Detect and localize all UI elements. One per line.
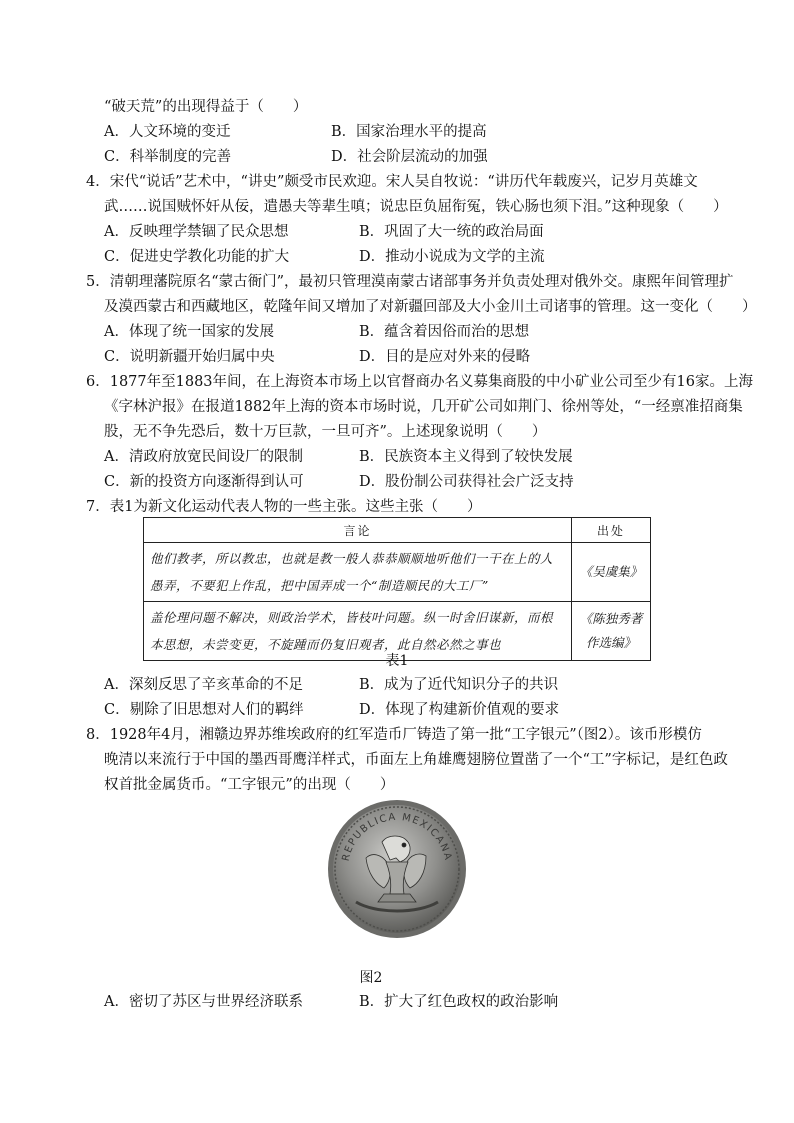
q4-option-d[interactable]: D．推动小说成为文学的主流 xyxy=(359,249,545,265)
table-caption: 表1 xyxy=(385,653,409,669)
q5-stem-line1: 5．清朝理藩院原名“蒙古衙门”，最初只管理漠南蒙古诸部事务并负责处理对俄外交。康熙年间管理扩 xyxy=(86,274,734,290)
q6-stem-line1: 6．1877年至1883年间，在上海资本市场上以官督商办名义募集商股的中小矿业公司至少有16家。上海 xyxy=(86,374,753,390)
coin-image xyxy=(326,798,468,940)
q7-option-c[interactable]: C．剔除了旧思想对人们的羁绊 xyxy=(104,702,304,718)
table-cell-quote: 盖伦理问题不解决，则政治学术，皆枝叶问题。纵一时舍旧谋新，而根本思想，未尝变更，不旋踵而仍复旧观者，此自然必然之事也 xyxy=(144,602,572,661)
q5-option-c[interactable]: C．说明新疆开始归属中央 xyxy=(104,349,275,365)
q6-stem-line2: 《字林沪报》在报道1882年上海的资本市场时说，几开矿公司如荆门、徐州等处，“一经禀准招商集 xyxy=(104,399,743,415)
table-header-quote: 言论 xyxy=(144,518,572,543)
q6-stem-line3: 股，无不争先恐后，数十万巨款，一旦可齐”。上述现象说明（ ） xyxy=(104,424,547,440)
q8-stem-line1: 8．1928年4月，湘赣边界苏维埃政府的红军造币厂铸造了第一批“工字银元”（图2）。该币形模仿 xyxy=(86,727,702,743)
table-header-row xyxy=(144,518,651,543)
q6-option-c[interactable]: C．新的投资方向逐渐得到认可 xyxy=(104,474,304,490)
q8-stem-line2: 晚清以来流行于中国的墨西哥鹰洋样式，币面左上角雄鹰翅膀位置凿了一个“工”字标记，是红色政 xyxy=(104,752,728,768)
q3-option-c[interactable]: C．科举制度的完善 xyxy=(104,149,232,165)
q5-stem-line2: 及漠西蒙古和西藏地区，乾隆年间又增加了对新疆回部及大小金川土司诸事的管理。这一变化（ ） xyxy=(104,299,757,315)
q7-option-a[interactable]: A．深刻反思了辛亥革命的不足 xyxy=(104,677,303,693)
q5-option-d[interactable]: D．目的是应对外来的侵略 xyxy=(359,349,531,365)
q3-option-a[interactable]: A．人文环境的变迁 xyxy=(104,124,231,140)
q6-option-d[interactable]: D．股份制公司获得社会广泛支持 xyxy=(359,474,574,490)
q4-option-b[interactable]: B．巩固了大一统的政治局面 xyxy=(359,224,544,240)
q8-option-a[interactable]: A．密切了苏区与世界经济联系 xyxy=(104,994,303,1010)
q3-option-d[interactable]: D．社会阶层流动的加强 xyxy=(331,149,488,165)
q6-option-b[interactable]: B．民族资本主义得到了较快发展 xyxy=(359,449,573,465)
q7-option-b[interactable]: B．成为了近代知识分子的共识 xyxy=(359,677,559,693)
table-header-source: 出处 xyxy=(572,518,651,543)
q8-option-b[interactable]: B．扩大了红色政权的政治影响 xyxy=(359,994,559,1010)
q8-stem-line3: 权首批金属货币。“工字银元”的出现（ ） xyxy=(104,777,395,793)
table-1 xyxy=(143,517,651,661)
q4-stem-line2: 武……说国贼怀奸从佞，遣愚夫等辈生嗔；说忠臣负屈衔冤，铁心肠也须下泪。”这种现象（ ） xyxy=(104,199,728,215)
q3-stem: “破天荒”的出现得益于（ ） xyxy=(104,99,308,115)
q4-stem-line1: 4．宋代“说话”艺术中，“讲史”颇受市民欢迎。宋人吴自牧说：“讲历代年载废兴，记岁月英雄文 xyxy=(86,174,698,190)
q5-option-a[interactable]: A．体现了统一国家的发展 xyxy=(104,324,274,340)
q7-option-d[interactable]: D．体现了构建新价值观的要求 xyxy=(359,702,560,718)
q4-option-c[interactable]: C．促进史学教化功能的扩大 xyxy=(104,249,290,265)
table-row xyxy=(144,543,651,602)
q3-option-b[interactable]: B．国家治理水平的提高 xyxy=(331,124,487,140)
table-cell-source: 《陈独秀著作选编》 xyxy=(572,602,651,661)
q7-stem: 7．表1为新文化运动代表人物的一些主张。这些主张（ ） xyxy=(86,499,482,515)
q6-option-a[interactable]: A．清政府放宽民间设厂的限制 xyxy=(104,449,303,465)
coin-legend: REPUBLICA MEXICANA xyxy=(340,811,454,863)
q4-option-a[interactable]: A．反映理学禁锢了民众思想 xyxy=(104,224,289,240)
q5-option-b[interactable]: B．蕴含着因俗而治的思想 xyxy=(359,324,530,340)
figure-caption: 图2 xyxy=(359,970,383,986)
table-cell-source: 《吴虞集》 xyxy=(572,543,651,602)
table-cell-quote: 他们教孝，所以教忠，也就是教一般人恭恭顺顺地听他们一干在上的人愚弄，不要犯上作乱，把中国弄成一个“制造顺民的大工厂” xyxy=(144,543,572,602)
